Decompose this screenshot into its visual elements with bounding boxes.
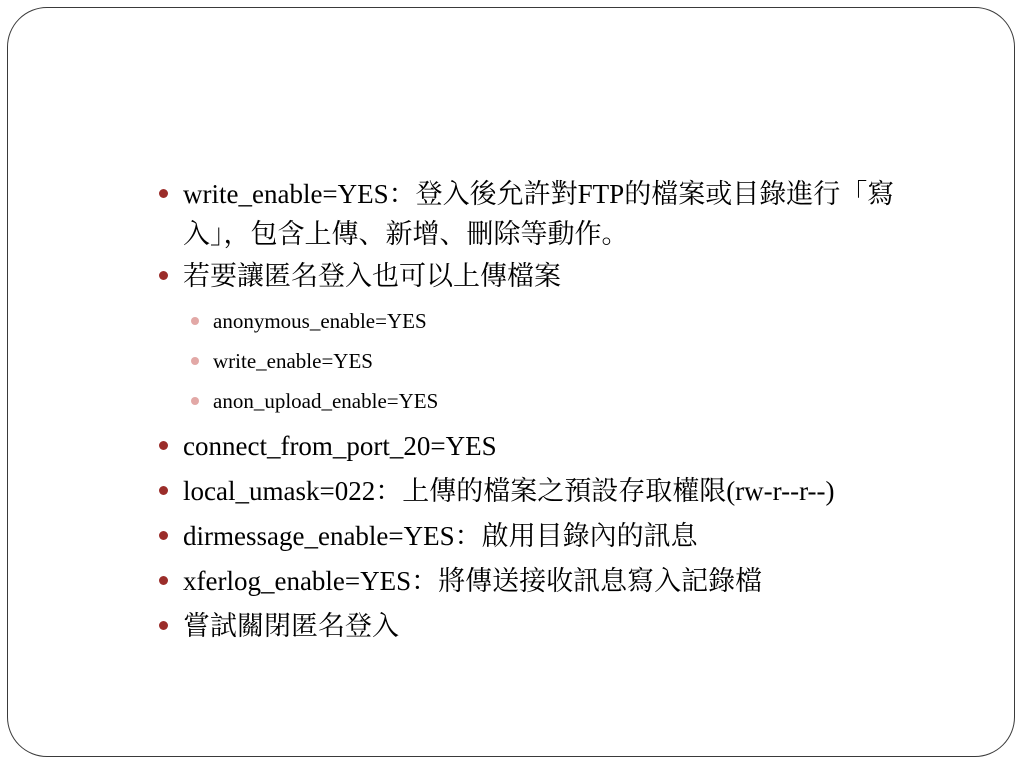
bullet-dot-icon <box>159 621 168 630</box>
bullet-dot-icon <box>159 189 168 198</box>
bullet-text: dirmessage_enable=YES：啟用目錄內的訊息 <box>183 521 698 551</box>
bullet-text: 嘗試關閉匿名登入 <box>183 611 399 641</box>
slide-frame <box>7 7 1015 757</box>
bullet-dot-icon <box>159 531 168 540</box>
sub-bullet-dot-icon <box>191 397 199 405</box>
sub-bullet-text: anon_upload_enable=YES <box>213 389 439 413</box>
bullet-list <box>158 174 958 651</box>
sub-bullet-write-enable <box>158 341 958 381</box>
bullet-text: connect_from_port_20=YES <box>183 431 497 461</box>
sub-bullet-dot-icon <box>191 357 199 365</box>
bullet-dot-icon <box>159 441 168 450</box>
bullet-item-anonymous-upload <box>158 256 958 296</box>
sub-bullet-text: write_enable=YES <box>213 349 373 373</box>
bullet-dot-icon <box>159 271 168 280</box>
bullet-dot-icon <box>159 486 168 495</box>
bullet-item-disable-anonymous <box>158 606 958 646</box>
sub-bullet-anon-upload-enable <box>158 381 958 421</box>
sub-bullet-text: anonymous_enable=YES <box>213 309 427 333</box>
bullet-item-write-enable <box>158 174 958 254</box>
bullet-dot-icon <box>159 576 168 585</box>
bullet-item-dirmessage-enable <box>158 516 958 556</box>
bullet-text: xferlog_enable=YES：將傳送接收訊息寫入記錄檔 <box>183 566 763 596</box>
sub-bullet-anonymous-enable <box>158 301 958 341</box>
bullet-text: local_umask=022：上傳的檔案之預設存取權限(rw-r--r--) <box>183 476 835 506</box>
bullet-text: 若要讓匿名登入也可以上傳檔案 <box>183 261 561 291</box>
bullet-item-xferlog-enable <box>158 561 958 601</box>
bullet-item-local-umask <box>158 471 958 511</box>
bullet-text: write_enable=YES：登入後允許對FTP的檔案或目錄進行「寫入」，包含上傳、新增、刪除等動作。 <box>183 179 895 249</box>
sub-bullet-dot-icon <box>191 317 199 325</box>
bullet-item-connect-from-port <box>158 426 958 466</box>
